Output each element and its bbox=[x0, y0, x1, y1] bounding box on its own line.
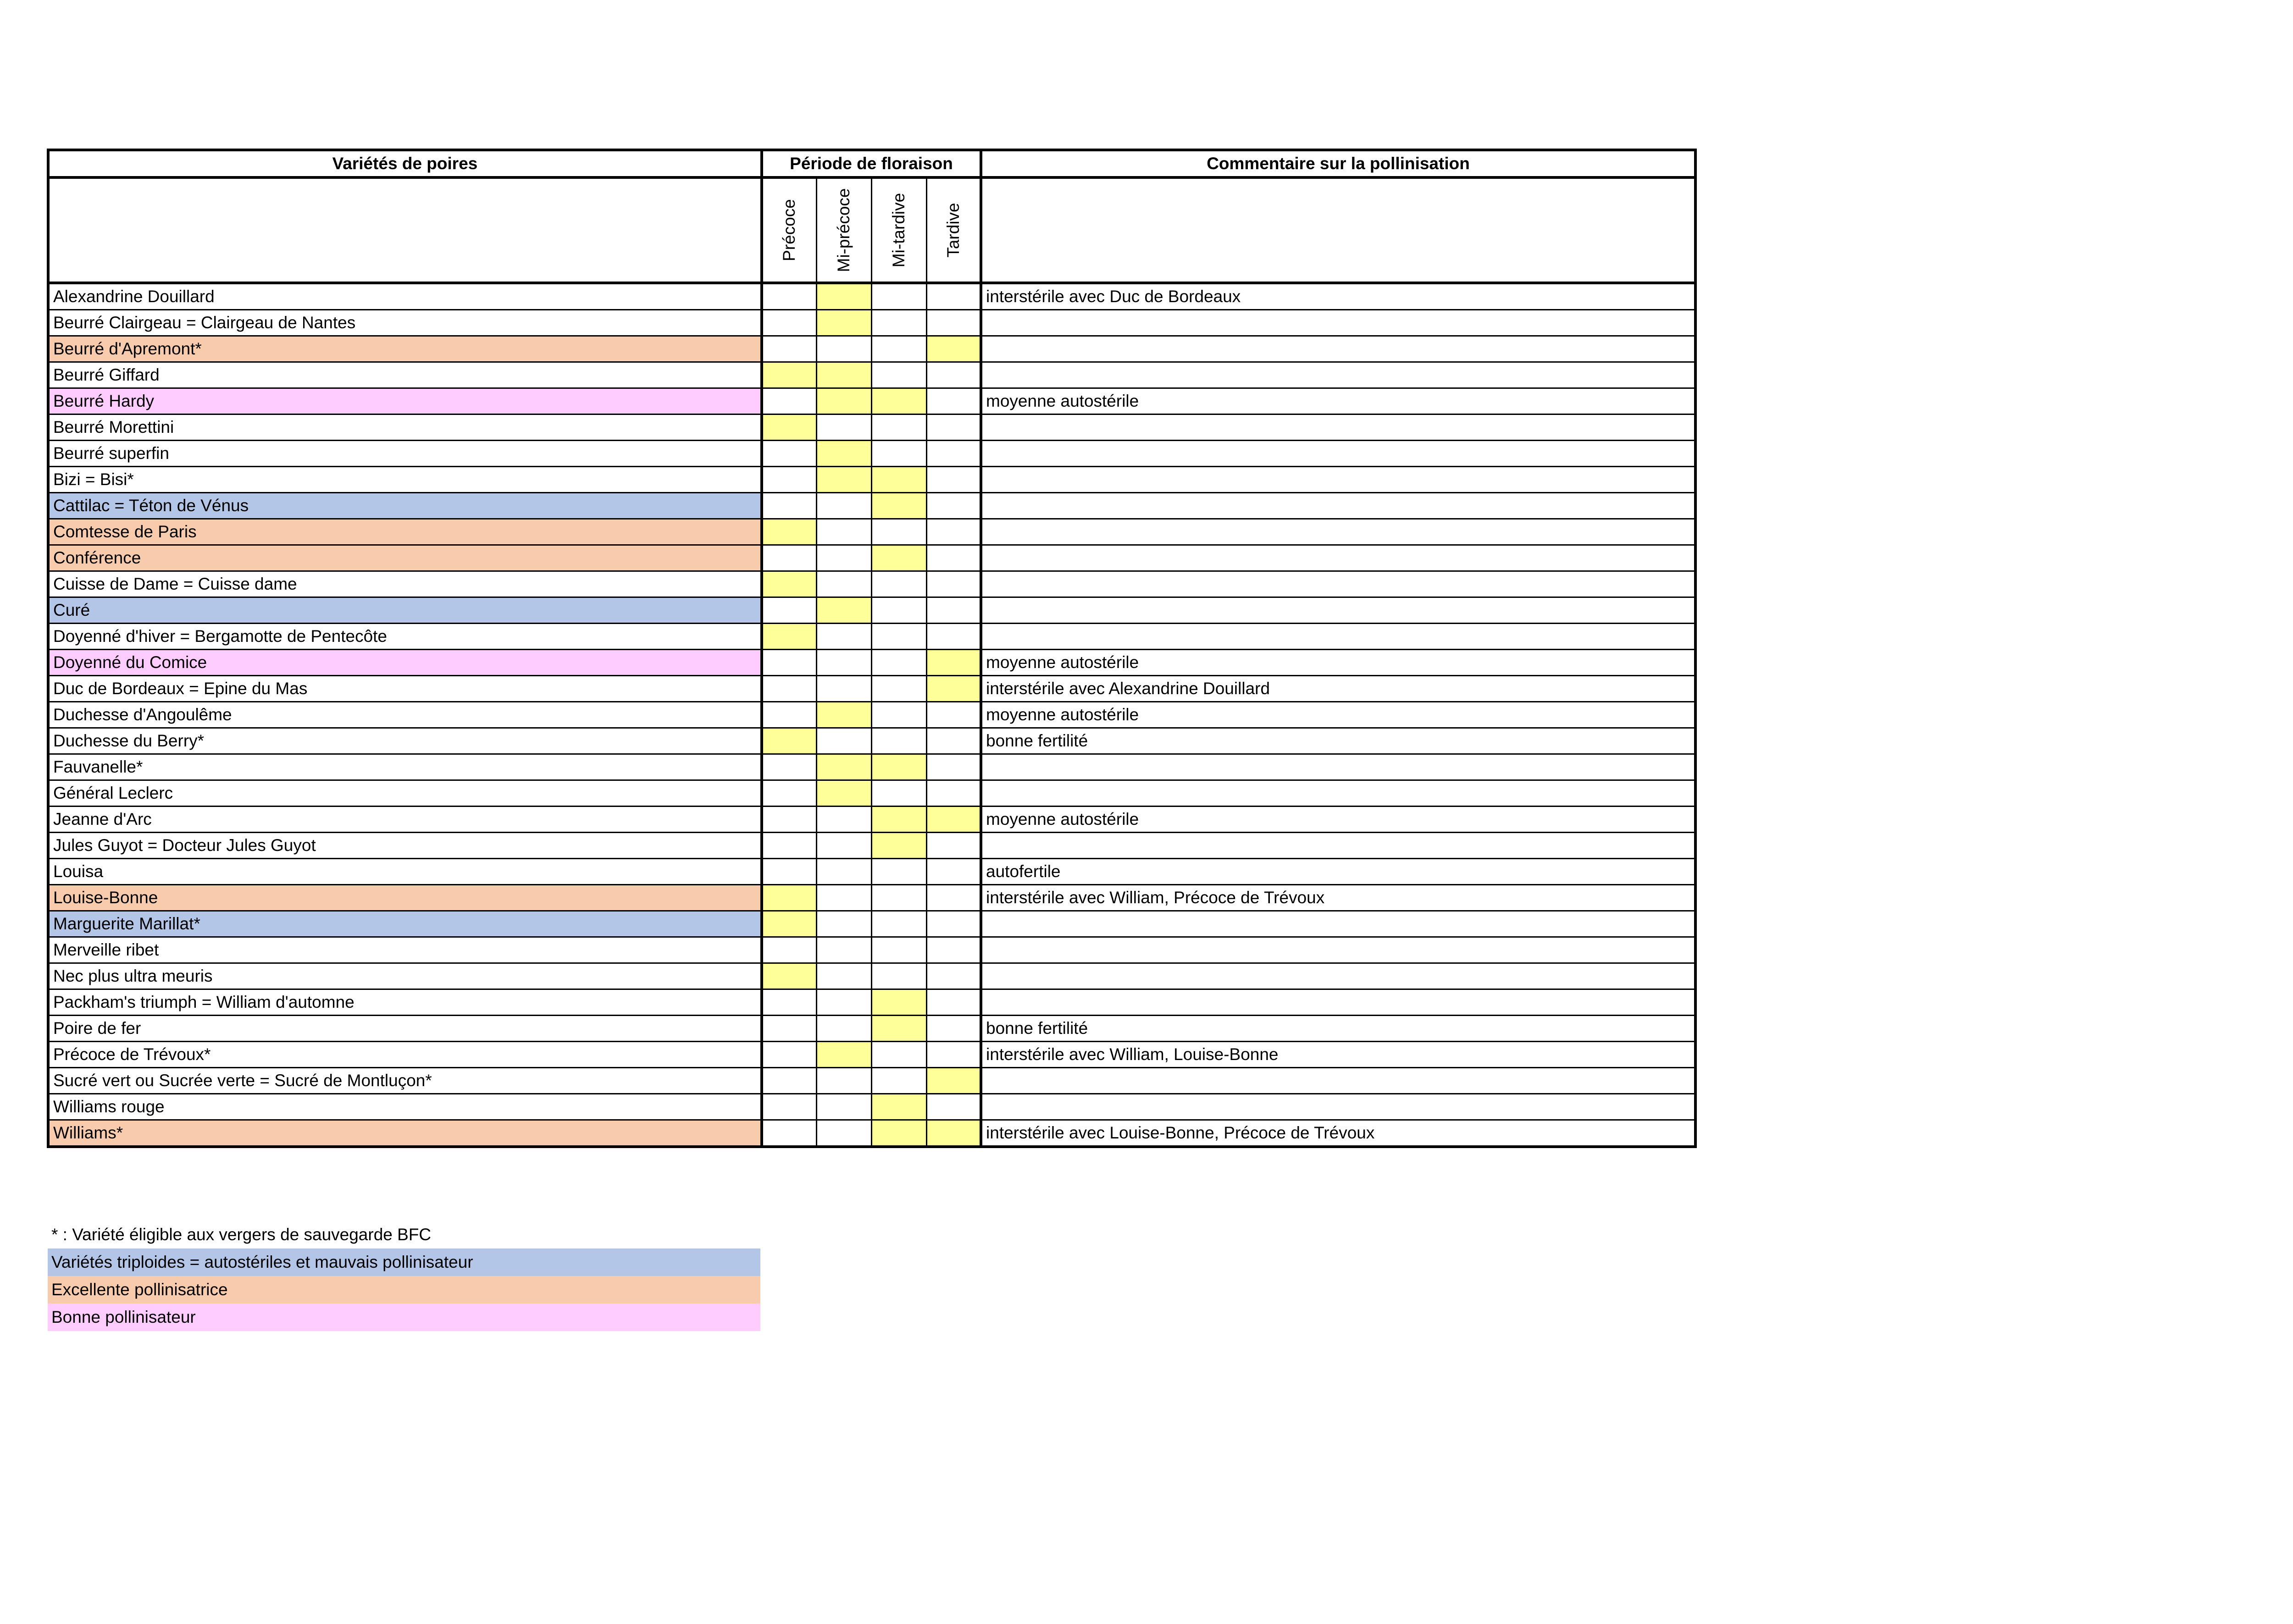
flowering-period-cell bbox=[926, 571, 981, 597]
flowering-period-cell bbox=[816, 1016, 871, 1042]
table-row bbox=[48, 545, 1695, 571]
flowering-period-cell bbox=[926, 624, 981, 650]
variety-name-cell: Curé bbox=[48, 597, 762, 624]
variety-name-cell: Williams* bbox=[48, 1120, 762, 1147]
flowering-period-cell bbox=[762, 780, 816, 806]
pollination-comment-cell bbox=[981, 833, 1695, 859]
flowering-period-cell bbox=[762, 1042, 816, 1068]
variety-name-cell: Doyenné d'hiver = Bergamotte de Pentecôte bbox=[48, 624, 762, 650]
flowering-period-cell bbox=[816, 336, 871, 362]
legend-note: * : Variété éligible aux vergers de sauvegarde BFC bbox=[51, 1225, 432, 1244]
flowering-period-cell bbox=[871, 989, 926, 1016]
pollination-comment-cell: bonne fertilité bbox=[981, 728, 1695, 754]
flowering-period-cell bbox=[926, 336, 981, 362]
flowering-period-cell bbox=[816, 1120, 871, 1147]
flowering-period-cell bbox=[762, 1016, 816, 1042]
flowering-period-cell bbox=[816, 467, 871, 493]
table-row bbox=[48, 702, 1695, 728]
flowering-period-cell bbox=[871, 545, 926, 571]
table-row bbox=[48, 624, 1695, 650]
flowering-period-cell bbox=[816, 545, 871, 571]
table-row bbox=[48, 467, 1695, 493]
variety-name-cell: Beurré d'Apremont* bbox=[48, 336, 762, 362]
table-row bbox=[48, 780, 1695, 806]
pollination-comment-cell: interstérile avec Alexandrine Douillard bbox=[981, 676, 1695, 702]
flowering-period-cell bbox=[926, 362, 981, 388]
header-variety: Variétés de poires bbox=[48, 150, 762, 177]
subheader-mi-tardive bbox=[871, 177, 926, 283]
flowering-period-cell bbox=[926, 388, 981, 414]
flowering-period-cell bbox=[816, 1094, 871, 1120]
flowering-period-cell bbox=[816, 362, 871, 388]
variety-name-cell: Duc de Bordeaux = Epine du Mas bbox=[48, 676, 762, 702]
table-body bbox=[48, 283, 1695, 1147]
flowering-period-cell bbox=[871, 1016, 926, 1042]
pollination-comment-cell: interstérile avec William, Louise-Bonne bbox=[981, 1042, 1695, 1068]
subheader-blank bbox=[48, 177, 762, 283]
flowering-period-cell bbox=[871, 754, 926, 780]
flowering-period-cell bbox=[926, 780, 981, 806]
flowering-period-cell bbox=[762, 1120, 816, 1147]
pollination-comment-cell bbox=[981, 310, 1695, 336]
pollination-comment-cell: autofertile bbox=[981, 859, 1695, 885]
pollination-comment-cell bbox=[981, 963, 1695, 989]
table-row bbox=[48, 597, 1695, 624]
pollination-comment-cell bbox=[981, 519, 1695, 545]
table-row bbox=[48, 1016, 1695, 1042]
variety-name-cell: Jeanne d'Arc bbox=[48, 806, 762, 833]
flowering-period-cell bbox=[816, 780, 871, 806]
pollination-comment-cell bbox=[981, 336, 1695, 362]
pollination-comment-cell bbox=[981, 493, 1695, 519]
table-row bbox=[48, 806, 1695, 833]
variety-name-cell: Conférence bbox=[48, 545, 762, 571]
flowering-period-cell bbox=[762, 283, 816, 310]
variety-name-cell: Sucré vert ou Sucrée verte = Sucré de Montluçon* bbox=[48, 1068, 762, 1094]
variety-name-cell: Cattilac = Téton de Vénus bbox=[48, 493, 762, 519]
period-label: Tardive bbox=[943, 203, 963, 258]
flowering-period-cell bbox=[871, 1042, 926, 1068]
flowering-period-cell bbox=[762, 362, 816, 388]
subheader-row bbox=[48, 177, 1695, 283]
flowering-period-cell bbox=[871, 362, 926, 388]
pollination-comment-cell: moyenne autostérile bbox=[981, 702, 1695, 728]
flowering-period-cell bbox=[816, 571, 871, 597]
variety-name-cell: Beurré Morettini bbox=[48, 414, 762, 441]
flowering-period-cell bbox=[871, 467, 926, 493]
variety-name-cell: Marguerite Marillat* bbox=[48, 911, 762, 937]
table-row bbox=[48, 519, 1695, 545]
table-row bbox=[48, 885, 1695, 911]
pollination-comment-cell bbox=[981, 545, 1695, 571]
flowering-period-cell bbox=[762, 336, 816, 362]
flowering-period-cell bbox=[871, 388, 926, 414]
flowering-period-cell bbox=[816, 597, 871, 624]
flowering-period-cell bbox=[871, 493, 926, 519]
table-row bbox=[48, 650, 1695, 676]
flowering-period-cell bbox=[926, 1120, 981, 1147]
variety-name-cell: Nec plus ultra meuris bbox=[48, 963, 762, 989]
flowering-period-cell bbox=[816, 650, 871, 676]
flowering-period-cell bbox=[926, 467, 981, 493]
variety-name-cell: Beurré superfin bbox=[48, 441, 762, 467]
flowering-period-cell bbox=[816, 1068, 871, 1094]
flowering-period-cell bbox=[762, 937, 816, 963]
flowering-period-cell bbox=[762, 754, 816, 780]
flowering-period-cell bbox=[926, 283, 981, 310]
variety-name-cell: Alexandrine Douillard bbox=[48, 283, 762, 310]
flowering-period-cell bbox=[926, 833, 981, 859]
period-label: Mi-précoce bbox=[834, 188, 853, 272]
flowering-period-cell bbox=[871, 885, 926, 911]
flowering-period-cell bbox=[926, 493, 981, 519]
pear-varieties-table bbox=[47, 149, 1697, 1148]
flowering-period-cell bbox=[762, 963, 816, 989]
table-row bbox=[48, 1094, 1695, 1120]
variety-name-cell: Beurré Clairgeau = Clairgeau de Nantes bbox=[48, 310, 762, 336]
flowering-period-cell bbox=[762, 989, 816, 1016]
table-row bbox=[48, 754, 1695, 780]
flowering-period-cell bbox=[926, 545, 981, 571]
flowering-period-cell bbox=[762, 1068, 816, 1094]
flowering-period-cell bbox=[816, 989, 871, 1016]
pollination-comment-cell bbox=[981, 467, 1695, 493]
pollination-comment-cell bbox=[981, 597, 1695, 624]
pollination-comment-cell bbox=[981, 1094, 1695, 1120]
variety-name-cell: Duchesse du Berry* bbox=[48, 728, 762, 754]
flowering-period-cell bbox=[871, 833, 926, 859]
flowering-period-cell bbox=[926, 754, 981, 780]
variety-name-cell: Duchesse d'Angoulême bbox=[48, 702, 762, 728]
flowering-period-cell bbox=[816, 911, 871, 937]
table-row bbox=[48, 676, 1695, 702]
flowering-period-cell bbox=[816, 519, 871, 545]
table-row bbox=[48, 1042, 1695, 1068]
variety-name-cell: Packham's triumph = William d'automne bbox=[48, 989, 762, 1016]
flowering-period-cell bbox=[871, 650, 926, 676]
pollination-comment-cell bbox=[981, 362, 1695, 388]
legend-triploid: Variétés triploides = autostériles et mauvais pollinisateur bbox=[48, 1248, 760, 1276]
pollination-comment-cell: moyenne autostérile bbox=[981, 650, 1695, 676]
flowering-period-cell bbox=[762, 859, 816, 885]
flowering-period-cell bbox=[816, 702, 871, 728]
pollination-comment-cell: interstérile avec Duc de Bordeaux bbox=[981, 283, 1695, 310]
subheader-tardive bbox=[926, 177, 981, 283]
variety-name-cell: Bizi = Bisi* bbox=[48, 467, 762, 493]
table-row bbox=[48, 728, 1695, 754]
table-row bbox=[48, 859, 1695, 885]
flowering-period-cell bbox=[871, 963, 926, 989]
flowering-period-cell bbox=[871, 728, 926, 754]
flowering-period-cell bbox=[926, 911, 981, 937]
table-row bbox=[48, 571, 1695, 597]
table-row bbox=[48, 283, 1695, 310]
flowering-period-cell bbox=[926, 963, 981, 989]
flowering-period-cell bbox=[871, 1094, 926, 1120]
variety-name-cell: Louisa bbox=[48, 859, 762, 885]
table-row bbox=[48, 963, 1695, 989]
flowering-period-cell bbox=[871, 676, 926, 702]
pollination-comment-cell bbox=[981, 911, 1695, 937]
flowering-period-cell bbox=[762, 414, 816, 441]
pollination-comment-cell: bonne fertilité bbox=[981, 1016, 1695, 1042]
table-row bbox=[48, 911, 1695, 937]
variety-name-cell: Beurré Giffard bbox=[48, 362, 762, 388]
flowering-period-cell bbox=[926, 1042, 981, 1068]
flowering-period-cell bbox=[816, 414, 871, 441]
flowering-period-cell bbox=[762, 467, 816, 493]
flowering-period-cell bbox=[926, 885, 981, 911]
pollination-comment-cell bbox=[981, 624, 1695, 650]
flowering-period-cell bbox=[871, 937, 926, 963]
period-label: Précoce bbox=[780, 199, 799, 261]
flowering-period-cell bbox=[926, 519, 981, 545]
pollination-comment-cell: moyenne autostérile bbox=[981, 806, 1695, 833]
flowering-period-cell bbox=[816, 283, 871, 310]
flowering-period-cell bbox=[926, 728, 981, 754]
flowering-period-cell bbox=[762, 624, 816, 650]
variety-name-cell: Williams rouge bbox=[48, 1094, 762, 1120]
table-row bbox=[48, 493, 1695, 519]
flowering-period-cell bbox=[762, 728, 816, 754]
pollination-comment-cell bbox=[981, 989, 1695, 1016]
flowering-period-cell bbox=[762, 911, 816, 937]
table-row bbox=[48, 310, 1695, 336]
flowering-period-cell bbox=[816, 885, 871, 911]
flowering-period-cell bbox=[926, 702, 981, 728]
flowering-period-cell bbox=[816, 937, 871, 963]
flowering-period-cell bbox=[926, 806, 981, 833]
flowering-period-cell bbox=[762, 676, 816, 702]
flowering-period-cell bbox=[816, 963, 871, 989]
flowering-period-cell bbox=[762, 571, 816, 597]
flowering-period-cell bbox=[871, 336, 926, 362]
flowering-period-cell bbox=[762, 650, 816, 676]
flowering-period-cell bbox=[816, 806, 871, 833]
flowering-period-cell bbox=[762, 702, 816, 728]
flowering-period-cell bbox=[871, 1068, 926, 1094]
flowering-period-cell bbox=[762, 493, 816, 519]
flowering-period-cell bbox=[816, 833, 871, 859]
variety-name-cell: Louise-Bonne bbox=[48, 885, 762, 911]
flowering-period-cell bbox=[816, 754, 871, 780]
flowering-period-cell bbox=[871, 702, 926, 728]
flowering-period-cell bbox=[816, 388, 871, 414]
flowering-period-cell bbox=[816, 676, 871, 702]
pollination-comment-cell: interstérile avec Louise-Bonne, Précoce de Trévoux bbox=[981, 1120, 1695, 1147]
flowering-period-cell bbox=[926, 597, 981, 624]
flowering-period-cell bbox=[871, 859, 926, 885]
pollination-comment-cell bbox=[981, 414, 1695, 441]
table-row bbox=[48, 833, 1695, 859]
flowering-period-cell bbox=[816, 493, 871, 519]
flowering-period-cell bbox=[926, 310, 981, 336]
table-row bbox=[48, 1120, 1695, 1147]
flowering-period-cell bbox=[926, 989, 981, 1016]
flowering-period-cell bbox=[871, 1120, 926, 1147]
table-row bbox=[48, 937, 1695, 963]
pollination-comment-cell: interstérile avec William, Précoce de Trévoux bbox=[981, 885, 1695, 911]
flowering-period-cell bbox=[871, 441, 926, 467]
flowering-period-cell bbox=[762, 806, 816, 833]
subheader-mi-precoce bbox=[816, 177, 871, 283]
period-label: Mi-tardive bbox=[889, 193, 908, 268]
flowering-period-cell bbox=[816, 728, 871, 754]
flowering-period-cell bbox=[926, 937, 981, 963]
table-row bbox=[48, 441, 1695, 467]
flowering-period-cell bbox=[762, 885, 816, 911]
flowering-period-cell bbox=[816, 859, 871, 885]
table-row bbox=[48, 1068, 1695, 1094]
table-row bbox=[48, 388, 1695, 414]
flowering-period-cell bbox=[926, 1068, 981, 1094]
flowering-period-cell bbox=[926, 414, 981, 441]
flowering-period-cell bbox=[871, 780, 926, 806]
variety-name-cell: Cuisse de Dame = Cuisse dame bbox=[48, 571, 762, 597]
legend-good-pollinator: Bonne pollinisateur bbox=[48, 1304, 760, 1331]
table-row bbox=[48, 336, 1695, 362]
flowering-period-cell bbox=[871, 519, 926, 545]
legend-excellent-pollinator: Excellente pollinisatrice bbox=[48, 1276, 760, 1304]
flowering-period-cell bbox=[816, 624, 871, 650]
flowering-period-cell bbox=[762, 388, 816, 414]
flowering-period-cell bbox=[871, 911, 926, 937]
flowering-period-cell bbox=[871, 283, 926, 310]
header-row bbox=[48, 150, 1695, 177]
flowering-period-cell bbox=[926, 441, 981, 467]
variety-name-cell: Général Leclerc bbox=[48, 780, 762, 806]
flowering-period-cell bbox=[871, 571, 926, 597]
variety-name-cell: Beurré Hardy bbox=[48, 388, 762, 414]
flowering-period-cell bbox=[871, 414, 926, 441]
flowering-period-cell bbox=[871, 597, 926, 624]
flowering-period-cell bbox=[816, 310, 871, 336]
subheader-precoce bbox=[762, 177, 816, 283]
table-row bbox=[48, 414, 1695, 441]
pollination-comment-cell bbox=[981, 780, 1695, 806]
flowering-period-cell bbox=[926, 859, 981, 885]
flowering-period-cell bbox=[816, 1042, 871, 1068]
subheader-comment-blank bbox=[981, 177, 1695, 283]
flowering-period-cell bbox=[762, 833, 816, 859]
variety-name-cell: Jules Guyot = Docteur Jules Guyot bbox=[48, 833, 762, 859]
flowering-period-cell bbox=[926, 1016, 981, 1042]
header-flowering-period: Période de floraison bbox=[762, 150, 981, 177]
variety-name-cell: Doyenné du Comice bbox=[48, 650, 762, 676]
variety-name-cell: Merveille ribet bbox=[48, 937, 762, 963]
flowering-period-cell bbox=[871, 624, 926, 650]
variety-name-cell: Précoce de Trévoux* bbox=[48, 1042, 762, 1068]
flowering-period-cell bbox=[762, 1094, 816, 1120]
flowering-period-cell bbox=[762, 545, 816, 571]
pollination-comment-cell bbox=[981, 754, 1695, 780]
pollination-comment-cell bbox=[981, 937, 1695, 963]
variety-name-cell: Poire de fer bbox=[48, 1016, 762, 1042]
pollination-comment-cell bbox=[981, 1068, 1695, 1094]
variety-name-cell: Comtesse de Paris bbox=[48, 519, 762, 545]
pollination-comment-cell bbox=[981, 571, 1695, 597]
flowering-period-cell bbox=[762, 519, 816, 545]
flowering-period-cell bbox=[762, 441, 816, 467]
pollination-comment-cell: moyenne autostérile bbox=[981, 388, 1695, 414]
flowering-period-cell bbox=[816, 441, 871, 467]
table-row bbox=[48, 989, 1695, 1016]
variety-name-cell: Fauvanelle* bbox=[48, 754, 762, 780]
flowering-period-cell bbox=[926, 676, 981, 702]
flowering-period-cell bbox=[871, 310, 926, 336]
flowering-period-cell bbox=[871, 806, 926, 833]
flowering-period-cell bbox=[762, 597, 816, 624]
flowering-period-cell bbox=[762, 310, 816, 336]
header-pollination-comment: Commentaire sur la pollinisation bbox=[981, 150, 1695, 177]
table-row bbox=[48, 362, 1695, 388]
legend bbox=[48, 1221, 760, 1331]
flowering-period-cell bbox=[926, 650, 981, 676]
flowering-period-cell bbox=[926, 1094, 981, 1120]
pollination-comment-cell bbox=[981, 441, 1695, 467]
